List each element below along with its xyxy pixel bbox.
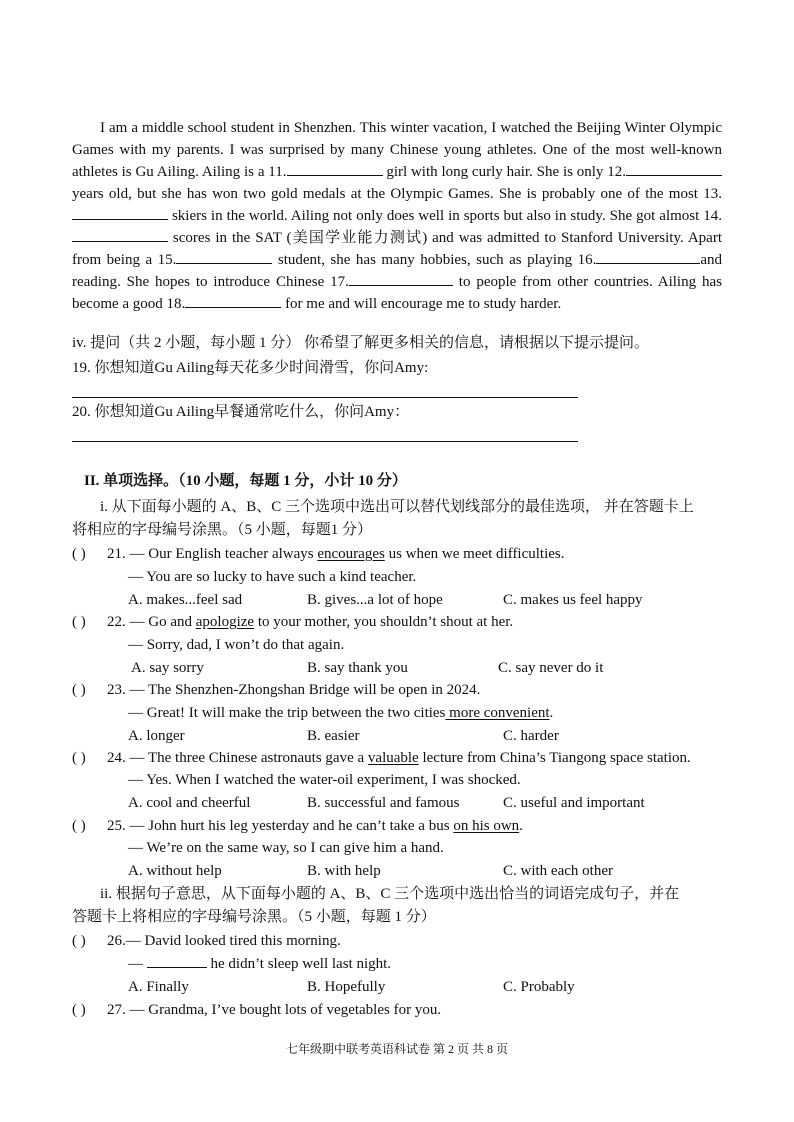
- part-ii-instruction-cont: 答题卡上将相应的字母编号涂黑。（5 小题，每题 1 分）: [72, 909, 436, 925]
- part-i-instruction-cont: 将相应的字母编号涂黑。（5 小题，每题1 分）: [72, 522, 373, 538]
- part-i-instruction: i. 从下面每小题的 A、B、C 三个选项中选出可以替代划线部分的最佳选项， 并在答题卡上: [100, 499, 694, 515]
- question-21-reply: — You are so lucky to have such a kind teacher.: [128, 569, 417, 585]
- question-23: 23. — The Shenzhen-Zhongshan Bridge will be open in 2024.: [107, 682, 481, 698]
- blank-15[interactable]: [176, 249, 272, 264]
- option-25-a[interactable]: A. without help: [128, 863, 222, 879]
- passage-text: years old, but she has won two gold medals at the Olympic Games. She is probably one of the most 13.: [72, 186, 722, 202]
- answer-line-20[interactable]: [72, 441, 578, 442]
- blank-13[interactable]: [72, 205, 168, 220]
- question-19: 19. 你想知道Gu Ailing每天花多少时间滑雪，你问Amy:: [72, 360, 429, 376]
- passage-text: girl with long curly hair. She is only 12.: [382, 164, 626, 180]
- underlined-word: valuable: [367, 750, 419, 766]
- part-ii-instruction: ii. 根据句子意思，从下面每小题的 A、B、C 三个选项中选出恰当的词语完成句子，并在: [100, 886, 680, 902]
- option-26-b[interactable]: B. Hopefully: [307, 979, 386, 995]
- question-20: 20. 你想知道Gu Ailing早餐通常吃什么，你问Amy：: [72, 404, 410, 420]
- option-26-a[interactable]: A. Finally: [128, 979, 189, 995]
- option-21-c[interactable]: C. makes us feel happy: [503, 592, 643, 608]
- question-26: 26.— David looked tired this morning.: [107, 933, 341, 949]
- reading-passage: [72, 117, 722, 315]
- passage-text: I am a middle school student in Shenzhen. This winter vacation, I watched the Beijing Winter Olympic Games with my parents. I was surprised by many Chinese young athletes. One of the most well-known athletes is Gu Ailing. Ailing is a 11.: [72, 120, 722, 180]
- option-23-a[interactable]: A. longer: [128, 728, 185, 744]
- option-24-a[interactable]: A. cool and cheerful: [128, 795, 251, 811]
- page-footer: 七年级期中联考英语科试卷 第 2 页 共 8 页: [285, 1042, 508, 1056]
- answer-paren-27[interactable]: ( ): [72, 1002, 86, 1018]
- question-24-reply: — Yes. When I watched the water-oil experiment, I was shocked.: [128, 772, 521, 788]
- option-22-b[interactable]: B. say thank you: [307, 660, 408, 676]
- question-26-reply: — he didn’t sleep well last night.: [128, 953, 391, 975]
- option-24-b[interactable]: B. successful and famous: [307, 795, 460, 811]
- option-23-c[interactable]: C. harder: [503, 728, 559, 744]
- blank-16[interactable]: [596, 249, 700, 264]
- question-25-reply: — We’re on the same way, so I can give him a hand.: [128, 840, 444, 856]
- option-26-c[interactable]: C. Probably: [503, 979, 575, 995]
- section-iv-title: iv. 提问（共 2 小题，每小题 1 分） 你希望了解更多相关的信息，请根据以下提示提问。: [72, 335, 649, 351]
- question-25: 25. — John hurt his leg yesterday and he can’t take a bus on his own.: [107, 818, 523, 834]
- question-23-reply: — Great! It will make the trip between the two cities more convenient.: [128, 705, 554, 721]
- option-25-c[interactable]: C. with each other: [503, 863, 613, 879]
- passage-text: scores in the SAT (美国学业能力测试) and was admitted to Stanford University. Apart from being a 15.: [72, 230, 722, 268]
- passage-text: student, she has many hobbies, such as playing 16.: [272, 252, 597, 268]
- option-21-a[interactable]: A. makes...feel sad: [128, 592, 243, 608]
- option-25-b[interactable]: B. with help: [307, 863, 381, 879]
- answer-paren-24[interactable]: ( ): [72, 750, 86, 766]
- option-21-b[interactable]: B. gives...a lot of hope: [307, 592, 443, 608]
- underlined-word: apologize: [195, 614, 255, 630]
- answer-paren-21[interactable]: ( ): [72, 546, 86, 562]
- passage-text: and reading. She hopes to introduce Chinese 17.: [72, 252, 723, 290]
- section-ii-title: II. 单项选择。（10 小题，每题 1 分，小计 10 分）: [84, 473, 407, 489]
- blank-18[interactable]: [185, 293, 281, 308]
- passage-text: for me and will encourage me to study harder.: [281, 296, 562, 312]
- question-22: 22. — Go and apologize to your mother, you shouldn’t shout at her.: [107, 614, 514, 630]
- answer-line-19[interactable]: [72, 397, 578, 398]
- blank-12[interactable]: [626, 161, 722, 176]
- blank-26[interactable]: [147, 953, 207, 968]
- question-27: 27. — Grandma, I’ve bought lots of vegetables for you.: [107, 1002, 442, 1018]
- underlined-word: encourages: [317, 546, 385, 562]
- blank-11[interactable]: [287, 161, 383, 176]
- blank-17[interactable]: [349, 271, 453, 286]
- underlined-word: on his own: [453, 818, 520, 834]
- blank-14[interactable]: [72, 227, 168, 242]
- underlined-word: more convenient: [445, 705, 550, 721]
- option-23-b[interactable]: B. easier: [307, 728, 360, 744]
- answer-paren-26[interactable]: ( ): [72, 933, 86, 949]
- option-24-c[interactable]: C. useful and important: [503, 795, 645, 811]
- answer-paren-22[interactable]: ( ): [72, 614, 86, 630]
- question-21: 21. — Our English teacher always encourages us when we meet difficulties.: [107, 546, 565, 562]
- option-22-a[interactable]: A. say sorry: [131, 660, 204, 676]
- answer-paren-25[interactable]: ( ): [72, 818, 86, 834]
- option-22-c[interactable]: C. say never do it: [498, 660, 604, 676]
- passage-text: to people from other countries. Ailing has become a good 18.: [72, 274, 722, 312]
- question-24: 24. — The three Chinese astronauts gave a valuable lecture from China’s Tiangong space station.: [107, 750, 691, 766]
- passage-text: skiers in the world. Ailing not only does well in sports but also in study. She got almost 14.: [168, 208, 722, 224]
- question-22-reply: — Sorry, dad, I won’t do that again.: [128, 637, 345, 653]
- answer-paren-23[interactable]: ( ): [72, 682, 86, 698]
